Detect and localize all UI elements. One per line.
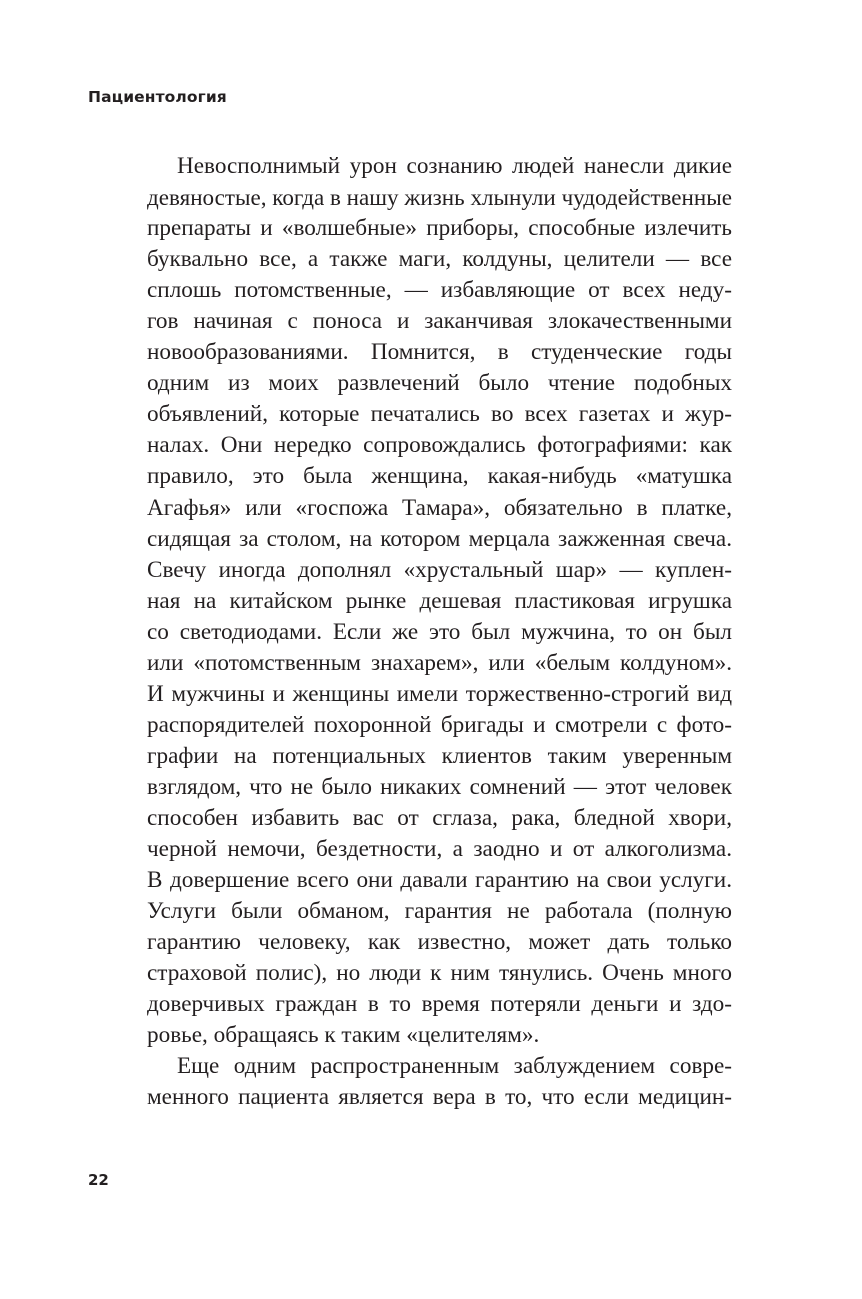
text-line: правило, это была женщина, какая-нибудь «матушка bbox=[147, 463, 732, 490]
text-line: доверчивых граждан в то время потеряли деньги и здо- bbox=[147, 991, 732, 1018]
text-line: Еще одним распространенным заблуждением совре- bbox=[177, 1053, 732, 1080]
text-line: сидящая за столом, на котором мерцала зажженная свеча. bbox=[147, 525, 732, 552]
text-line: сплошь потомственные, — избавляющие от всех неду- bbox=[147, 277, 732, 304]
text-line: гов начиная с поноса и заканчивая злокачественными bbox=[147, 308, 732, 335]
text-line: препараты и «волшебные» приборы, способные излечить bbox=[147, 215, 732, 242]
text-line: ная на китайском рынке дешевая пластиковая игрушка bbox=[147, 587, 732, 614]
text-line: девяностые, когда в нашу жизнь хлынули чудодейственные bbox=[147, 184, 732, 211]
text-line: черной немочи, бездетности, а заодно и от алкоголизма. bbox=[147, 836, 732, 863]
text-line: объявлений, которые печатались во всех газетах и жур- bbox=[147, 401, 732, 428]
text-line: В довершение всего они давали гарантию на свои услуги. bbox=[147, 867, 732, 894]
text-line: одним из моих развлечений было чтение подобных bbox=[147, 370, 732, 397]
text-line: Свечу иногда дополнял «хрустальный шар» — куплен- bbox=[147, 556, 732, 583]
text-line: И мужчины и женщины имели торжественно-строгий вид bbox=[147, 680, 732, 707]
text-line: Услуги были обманом, гарантия не работала (полную bbox=[147, 898, 732, 925]
text-line: менного пациента является вера в то, что если медицин- bbox=[147, 1084, 732, 1111]
text-line: новообразованиями. Помнится, в студенческие годы bbox=[147, 339, 732, 366]
text-line: налах. Они нередко сопровождались фотографиями: как bbox=[147, 432, 732, 459]
text-line: ровье, обращаясь к таким «целителям». bbox=[147, 1022, 540, 1049]
page-number: 22 bbox=[88, 1171, 109, 1189]
running-title: Пациентология bbox=[88, 88, 227, 106]
text-line: способен избавить вас от сглаза, рака, бледной хвори, bbox=[147, 804, 732, 831]
text-line: Агафья» или «госпожа Тамара», обязательно в платке, bbox=[147, 494, 732, 521]
text-line: Невосполнимый урон сознанию людей нанесли дикие bbox=[177, 153, 732, 179]
text-line: со светодиодами. Если же это был мужчина, то он был bbox=[147, 618, 732, 645]
text-line: гарантию человеку, как известно, может дать только bbox=[147, 929, 732, 956]
text-line: графии на потенциальных клиентов таким уверенным bbox=[147, 742, 732, 769]
text-line: взглядом, что не было никаких сомнений — этот человек bbox=[147, 773, 732, 800]
text-line: распорядителей похоронной бригады и смотрели с фото- bbox=[147, 711, 732, 738]
body-text bbox=[147, 151, 732, 1113]
text-line: или «потомственным знахарем», или «белым колдуном». bbox=[147, 649, 732, 676]
text-line: страховой полис), но люди к ним тянулись. Очень много bbox=[147, 960, 732, 987]
text-line: буквально все, а также маги, колдуны, целители — все bbox=[147, 246, 732, 273]
